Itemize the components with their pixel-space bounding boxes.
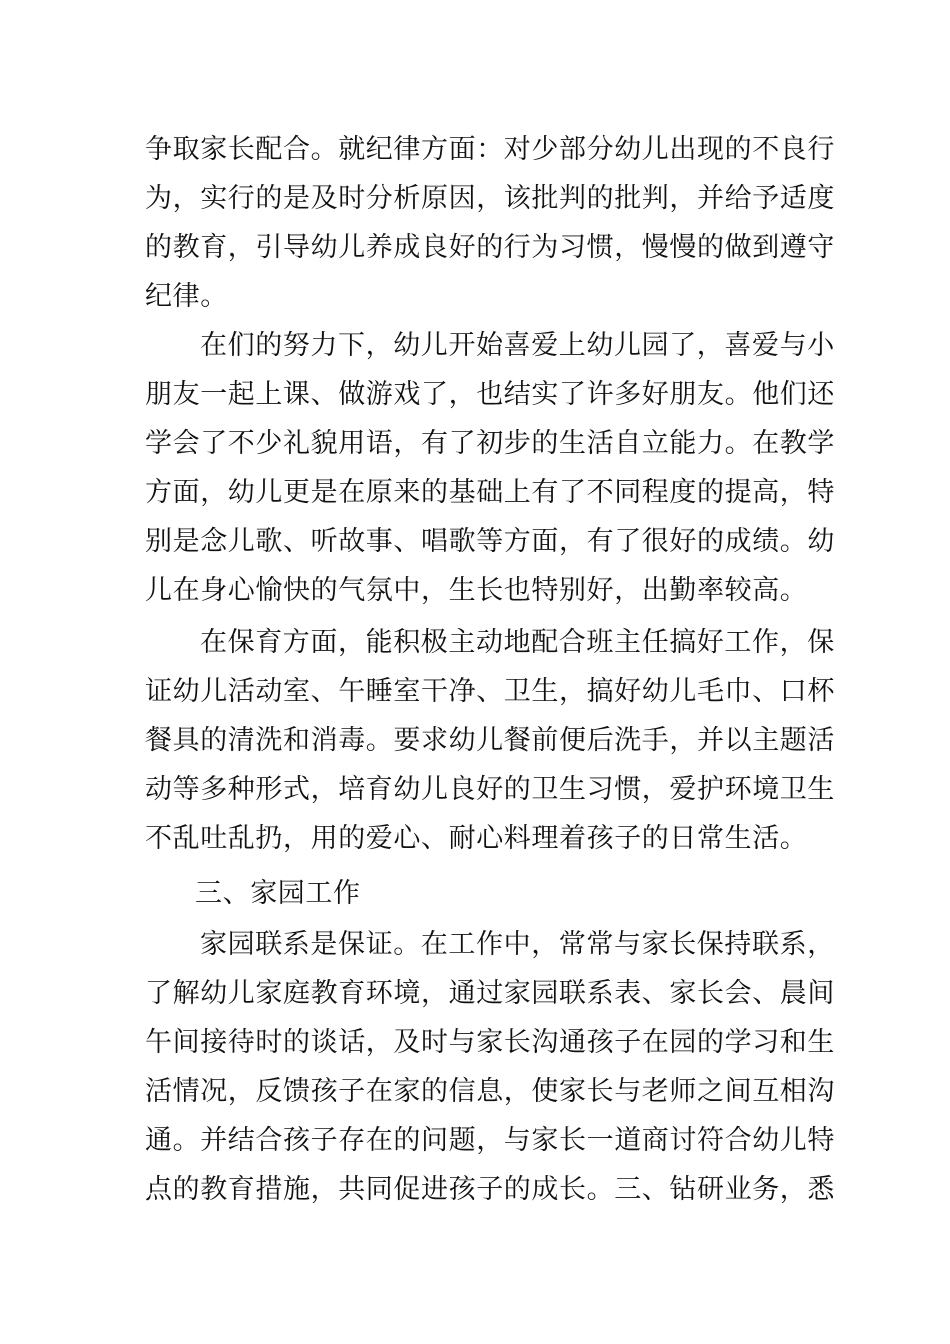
- text-line: 争取家长配合。就纪律方面：对少部分幼儿出现的不良行: [145, 134, 835, 165]
- text-line: 别是念儿歌、听故事、唱歌等方面，有了很好的成绩。幼: [145, 526, 835, 557]
- text-line: 证幼儿活动室、午睡室干净、卫生，搞好幼儿毛巾、口杯: [145, 676, 835, 707]
- text-line: 方面，幼儿更是在原来的基础上有了不同程度的提高，特: [145, 477, 835, 508]
- text-line: 不乱吐乱扔，用的爱心、耐心料理着孩子的日常生活。: [145, 823, 808, 854]
- text-line: 点的教育措施，共同促进孩子的成长。三、钻研业务，悉: [145, 1174, 835, 1205]
- text-line: 了解幼儿家庭教育环境，通过家园联系表、家长会、晨间: [145, 978, 835, 1009]
- text-line: 通。并结合孩子存在的问题，与家长一道商讨符合幼儿特: [145, 1125, 835, 1156]
- paragraph-start-line: 在保育方面，能积极主动地配合班主任搞好工作，保: [200, 627, 835, 658]
- paragraph-start-line: 在们的努力下，幼儿开始喜爱上幼儿园了，喜爱与小: [200, 330, 835, 361]
- text-line: 活情况，反馈孩子在家的信息，使家长与老师之间互相沟: [145, 1076, 835, 1107]
- text-line: 餐具的清洗和消毒。要求幼儿餐前便后洗手，并以主题活: [145, 725, 835, 756]
- paragraph-start-line: 家园联系是保证。在工作中，常常与家长保持联系，: [200, 929, 835, 960]
- text-line: 朋友一起上课、做游戏了，也结实了许多好朋友。他们还: [145, 379, 835, 410]
- text-line: 午间接待时的谈话，及时与家长沟通孩子在园的学习和生: [145, 1027, 835, 1058]
- text-line: 纪律。: [145, 281, 228, 312]
- section-heading: 三、家园工作: [195, 878, 361, 909]
- text-line: 动等多种形式，培育幼儿良好的卫生习惯，爱护环境卫生: [145, 774, 835, 805]
- text-line: 为，实行的是及时分析原因，该批判的批判，并给予适度: [145, 183, 835, 214]
- text-line: 学会了不少礼貌用语，有了初步的生活自立能力。在教学: [145, 428, 835, 459]
- text-line: 的教育，引导幼儿养成良好的行为习惯，慢慢的做到遵守: [145, 232, 835, 263]
- text-line: 儿在身心愉快的气氛中，生长也特别好，出勤率较高。: [145, 575, 808, 606]
